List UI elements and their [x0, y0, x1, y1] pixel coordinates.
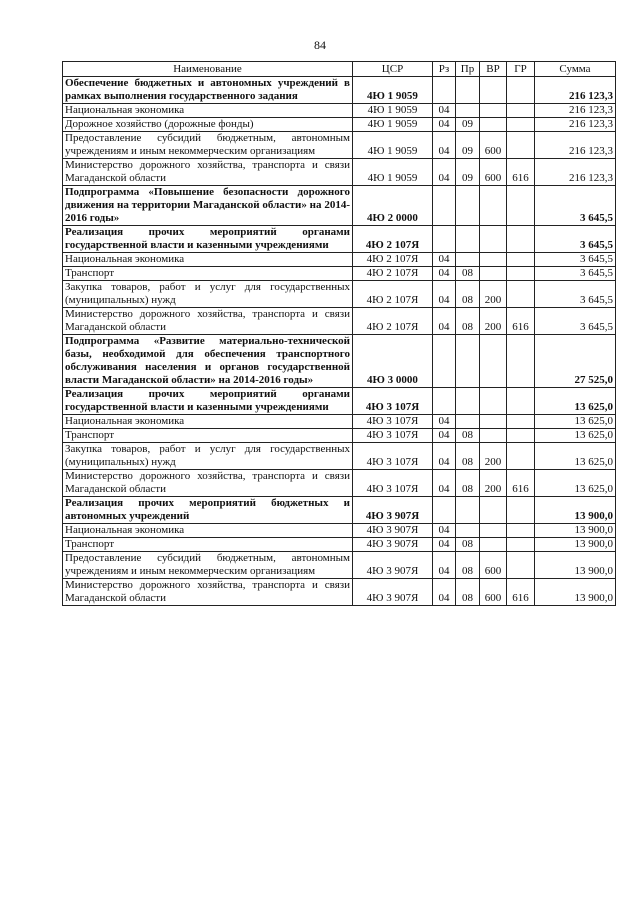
table-cell-gr: 616 [507, 470, 535, 497]
table-cell-pr: 08 [456, 538, 480, 552]
table-cell-pr: 09 [456, 118, 480, 132]
table-cell-vr [480, 335, 507, 388]
table-cell-rz: 04 [433, 443, 456, 470]
table-cell-rz: 04 [433, 524, 456, 538]
table-cell-pr: 08 [456, 281, 480, 308]
table-cell-vr [480, 104, 507, 118]
table-cell-pr: 08 [456, 579, 480, 606]
table-cell-name: Предоставление субсидий бюджетным, автономным учреждениям и иным некоммерческим организациям [63, 552, 353, 579]
table-cell-vr [480, 77, 507, 104]
table-cell-vr [480, 497, 507, 524]
table-cell-name: Министерство дорожного хозяйства, транспорта и связи Магаданской области [63, 308, 353, 335]
table-cell-pr: 09 [456, 159, 480, 186]
table-cell-rz: 04 [433, 415, 456, 429]
table-cell-gr: 616 [507, 579, 535, 606]
table-cell-csr: 4Ю 2 0000 [353, 186, 433, 226]
table-cell-vr [480, 524, 507, 538]
table-cell-vr [480, 118, 507, 132]
table-row [63, 552, 616, 579]
table-cell-sum: 216 123,3 [535, 118, 616, 132]
table-row [63, 253, 616, 267]
table-cell-gr [507, 186, 535, 226]
table-cell-csr: 4Ю 2 107Я [353, 253, 433, 267]
table-row [63, 281, 616, 308]
table-cell-sum: 13 900,0 [535, 579, 616, 606]
table-cell-pr [456, 335, 480, 388]
table-cell-pr [456, 253, 480, 267]
column-header-csr: ЦСР [353, 62, 433, 77]
table-cell-gr [507, 118, 535, 132]
table-cell-rz [433, 226, 456, 253]
table-cell-csr: 4Ю 3 907Я [353, 579, 433, 606]
table-cell-sum: 3 645,5 [535, 186, 616, 226]
table-cell-csr: 4Ю 3 107Я [353, 470, 433, 497]
table-cell-sum: 13 900,0 [535, 524, 616, 538]
table-cell-rz [433, 497, 456, 524]
table-row [63, 538, 616, 552]
table-cell-rz: 04 [433, 308, 456, 335]
table-cell-name: Предоставление субсидий бюджетным, автономным учреждениям и иным некоммерческим организациям [63, 132, 353, 159]
table-cell-csr: 4Ю 1 9059 [353, 104, 433, 118]
table-row [63, 443, 616, 470]
table-row [63, 308, 616, 335]
table-cell-vr [480, 186, 507, 226]
table-cell-csr: 4Ю 1 9059 [353, 159, 433, 186]
table-cell-csr: 4Ю 2 107Я [353, 267, 433, 281]
table-cell-rz: 04 [433, 470, 456, 497]
table-cell-csr: 4Ю 1 9059 [353, 118, 433, 132]
table-cell-csr: 4Ю 2 107Я [353, 226, 433, 253]
table-cell-gr [507, 538, 535, 552]
table-cell-gr [507, 335, 535, 388]
table-cell-rz: 04 [433, 159, 456, 186]
table-row [63, 524, 616, 538]
table-row [63, 415, 616, 429]
table-cell-rz: 04 [433, 118, 456, 132]
column-header-gr: ГР [507, 62, 535, 77]
table-cell-gr [507, 429, 535, 443]
column-header-rz: Рз [433, 62, 456, 77]
table-cell-gr [507, 267, 535, 281]
table-cell-csr: 4Ю 3 107Я [353, 388, 433, 415]
table-row [63, 429, 616, 443]
table-cell-rz: 04 [433, 132, 456, 159]
table-cell-vr: 200 [480, 281, 507, 308]
table-cell-sum: 13 625,0 [535, 443, 616, 470]
table-cell-vr: 600 [480, 579, 507, 606]
table-row [63, 388, 616, 415]
table-cell-csr: 4Ю 1 9059 [353, 77, 433, 104]
table-cell-sum: 13 900,0 [535, 552, 616, 579]
table-cell-name: Закупка товаров, работ и услуг для государственных (муниципальных) нужд [63, 281, 353, 308]
table-cell-csr: 4Ю 3 907Я [353, 538, 433, 552]
table-cell-csr: 4Ю 3 107Я [353, 429, 433, 443]
column-header-name: Наименование [63, 62, 353, 77]
table-cell-gr [507, 77, 535, 104]
table-cell-pr [456, 497, 480, 524]
table-header-row [63, 62, 616, 77]
table-cell-vr: 200 [480, 443, 507, 470]
table-cell-sum: 3 645,5 [535, 281, 616, 308]
table-cell-name: Реализация прочих мероприятий органами государственной власти и казенными учреждениями [63, 388, 353, 415]
table-cell-rz: 04 [433, 429, 456, 443]
table-cell-csr: 4Ю 2 107Я [353, 281, 433, 308]
table-row [63, 186, 616, 226]
table-cell-pr [456, 226, 480, 253]
table-cell-pr: 08 [456, 552, 480, 579]
table-cell-sum: 216 123,3 [535, 132, 616, 159]
table-cell-name: Обеспечение бюджетных и автономных учреждений в рамках выполнения государственного задания [63, 77, 353, 104]
table-cell-name: Транспорт [63, 538, 353, 552]
table-cell-vr: 200 [480, 308, 507, 335]
table-cell-pr [456, 104, 480, 118]
table-cell-gr [507, 281, 535, 308]
table-cell-name: Транспорт [63, 267, 353, 281]
table-row [63, 159, 616, 186]
table-cell-rz: 04 [433, 104, 456, 118]
table-cell-csr: 4Ю 3 0000 [353, 335, 433, 388]
table-cell-sum: 13 625,0 [535, 388, 616, 415]
table-cell-sum: 13 625,0 [535, 470, 616, 497]
table-cell-name: Подпрограмма «Развитие материально-технической базы, необходимой для обеспечения транспортного обслуживания населения и органов государственной власти Магаданской области» на 2014-2016 годы» [63, 335, 353, 388]
table-cell-rz [433, 77, 456, 104]
table-cell-rz: 04 [433, 579, 456, 606]
table-cell-name: Подпрограмма «Повышение безопасности дорожного движения на территории Магаданской области» на 2014-2016 годы» [63, 186, 353, 226]
table-cell-name: Национальная экономика [63, 524, 353, 538]
table-cell-vr [480, 253, 507, 267]
table-cell-pr [456, 415, 480, 429]
table-cell-vr [480, 429, 507, 443]
table-cell-rz [433, 335, 456, 388]
table-cell-sum: 216 123,3 [535, 104, 616, 118]
table-row [63, 579, 616, 606]
table-cell-vr: 200 [480, 470, 507, 497]
table-cell-pr: 08 [456, 443, 480, 470]
column-header-pr: Пр [456, 62, 480, 77]
table-cell-vr [480, 388, 507, 415]
table-cell-gr: 616 [507, 159, 535, 186]
table-cell-name: Реализация прочих мероприятий органами государственной власти и казенными учреждениями [63, 226, 353, 253]
page-number: 84 [314, 38, 326, 52]
table-cell-rz: 04 [433, 538, 456, 552]
table-cell-gr [507, 253, 535, 267]
table-row [63, 267, 616, 281]
table-cell-csr: 4Ю 3 907Я [353, 552, 433, 579]
table-cell-rz [433, 186, 456, 226]
table-cell-gr [507, 497, 535, 524]
table-row [63, 132, 616, 159]
table-cell-pr [456, 77, 480, 104]
table-row [63, 497, 616, 524]
table-cell-sum: 216 123,3 [535, 77, 616, 104]
table-cell-sum: 13 900,0 [535, 538, 616, 552]
table-cell-name: Транспорт [63, 429, 353, 443]
table-cell-sum: 13 625,0 [535, 429, 616, 443]
table-cell-gr [507, 226, 535, 253]
column-header-sum: Сумма [535, 62, 616, 77]
table-cell-name: Реализация прочих мероприятий бюджетных и автономных учреждений [63, 497, 353, 524]
table-cell-rz: 04 [433, 253, 456, 267]
table-cell-sum: 3 645,5 [535, 226, 616, 253]
table-cell-gr [507, 443, 535, 470]
table-cell-csr: 4Ю 3 907Я [353, 524, 433, 538]
table-cell-sum: 216 123,3 [535, 159, 616, 186]
table-cell-gr [507, 132, 535, 159]
table-cell-name: Дорожное хозяйство (дорожные фонды) [63, 118, 353, 132]
table-cell-pr [456, 524, 480, 538]
table-cell-gr [507, 388, 535, 415]
table-cell-rz [433, 388, 456, 415]
table-cell-sum: 3 645,5 [535, 308, 616, 335]
table-cell-name: Национальная экономика [63, 104, 353, 118]
table-row [63, 77, 616, 104]
table-cell-pr: 09 [456, 132, 480, 159]
table-cell-name: Закупка товаров, работ и услуг для государственных (муниципальных) нужд [63, 443, 353, 470]
table-cell-csr: 4Ю 3 907Я [353, 497, 433, 524]
table-row [63, 470, 616, 497]
table-cell-vr: 600 [480, 159, 507, 186]
table-cell-csr: 4Ю 2 107Я [353, 308, 433, 335]
table-row [63, 226, 616, 253]
table-cell-vr [480, 226, 507, 253]
table-cell-name: Министерство дорожного хозяйства, транспорта и связи Магаданской области [63, 470, 353, 497]
table-cell-vr: 600 [480, 132, 507, 159]
table-cell-vr [480, 267, 507, 281]
table-cell-rz: 04 [433, 281, 456, 308]
budget-table [62, 61, 616, 606]
table-row [63, 118, 616, 132]
table-cell-sum: 3 645,5 [535, 253, 616, 267]
table-cell-gr [507, 415, 535, 429]
table-cell-gr [507, 104, 535, 118]
table-row [63, 104, 616, 118]
table-cell-pr: 08 [456, 267, 480, 281]
table-cell-gr: 616 [507, 308, 535, 335]
table-cell-pr: 08 [456, 470, 480, 497]
table-cell-pr [456, 388, 480, 415]
table-cell-gr [507, 552, 535, 579]
table-cell-sum: 13 900,0 [535, 497, 616, 524]
table-cell-name: Национальная экономика [63, 253, 353, 267]
table-cell-name: Национальная экономика [63, 415, 353, 429]
table-cell-pr: 08 [456, 429, 480, 443]
table-cell-vr [480, 415, 507, 429]
table-cell-pr: 08 [456, 308, 480, 335]
table-cell-vr [480, 538, 507, 552]
table-cell-sum: 27 525,0 [535, 335, 616, 388]
table-cell-csr: 4Ю 3 107Я [353, 415, 433, 429]
table-cell-sum: 3 645,5 [535, 267, 616, 281]
table-cell-vr: 600 [480, 552, 507, 579]
table-row [63, 335, 616, 388]
table-cell-gr [507, 524, 535, 538]
table-cell-rz: 04 [433, 267, 456, 281]
table-cell-sum: 13 625,0 [535, 415, 616, 429]
table-cell-rz: 04 [433, 552, 456, 579]
table-cell-csr: 4Ю 3 107Я [353, 443, 433, 470]
table-cell-pr [456, 186, 480, 226]
table-cell-csr: 4Ю 1 9059 [353, 132, 433, 159]
column-header-vr: ВР [480, 62, 507, 77]
table-cell-name: Министерство дорожного хозяйства, транспорта и связи Магаданской области [63, 159, 353, 186]
table-cell-name: Министерство дорожного хозяйства, транспорта и связи Магаданской области [63, 579, 353, 606]
